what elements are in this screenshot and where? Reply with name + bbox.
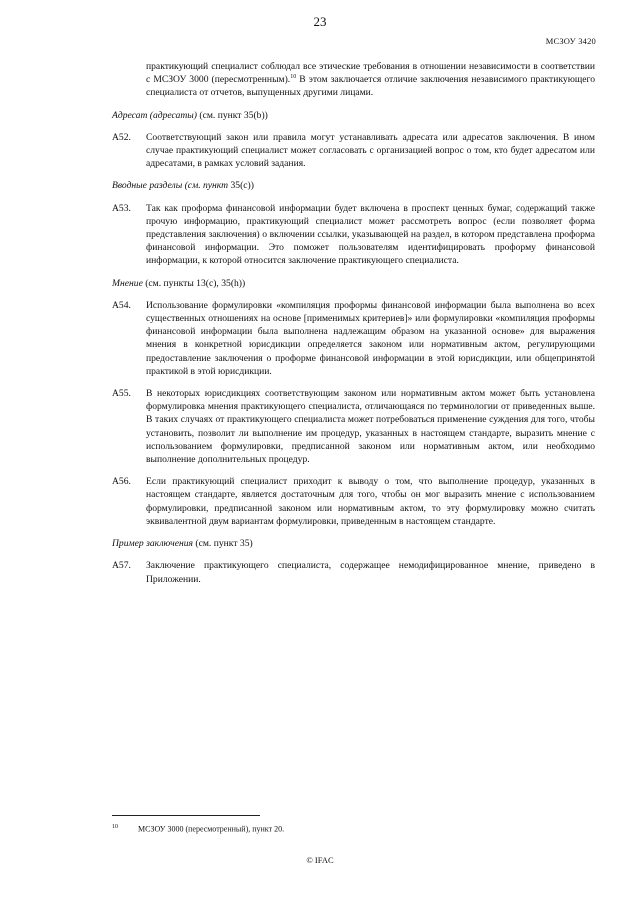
paragraph-text: В некоторых юрисдикциях соответствующим законом или нормативным актом может быть установлена формулировка мнения практикующего специалиста, отличающаяся по терминологии от приведенных выше. В таких случаях от практикующего специалиста может потребоваться применение суждения для того, чтобы установить, позволит ли выполнение им процедур, указанных в настоящем стандарте, выразить мнение с использованием формулировки, предписанной законом или нормативным актом, или необходимо выполнение дополнительных процедур. (146, 388, 595, 466)
paragraph-a53 (112, 202, 595, 268)
section-heading-opinion (112, 277, 595, 290)
page-number: 23 (313, 14, 327, 29)
paragraph-number: A54. (112, 299, 131, 311)
footnote-text: МСЗОУ 3000 (пересмотренный), пункт 20. (138, 824, 285, 834)
standard-code: МСЗОУ 3420 (545, 36, 596, 46)
paragraph-a55 (112, 387, 595, 466)
page-body (112, 60, 595, 595)
section-heading-example-report (112, 537, 595, 550)
paragraph-a56 (112, 475, 595, 528)
paragraph-number: A53. (112, 202, 131, 214)
continued-paragraph-text: практикующий специалист соблюдал все этические требования в отношении независимости в соответствии с МСЗОУ 3000 (пересмотренным). (146, 61, 595, 86)
paragraph-text: Заключение практикующего специалиста, содержащее немодифицированное мнение, приведено в Приложении. (146, 560, 595, 585)
continued-paragraph (112, 60, 595, 100)
section-title: Вводные разделы (см. пункт (112, 180, 229, 192)
footnote (112, 824, 284, 834)
section-reference: (см. пункт 35(b)) (196, 109, 268, 121)
paragraph-number: A52. (112, 131, 131, 143)
section-reference: (см. пункт 35) (193, 538, 253, 550)
paragraph-text: Так как проформа финансовой информации будет включена в проспект ценных бумаг, содержащий также прочую информацию, практикующий специалист может рассмотреть вопрос (если позволяет форма представления заключения) о включении ссылки, указывающей на раздел, в котором представлена проформа финансовой информации. Это поможет пользователям идентифицировать проформу финансовой информации, к которой относится заключение практикующего специалиста. (146, 202, 595, 267)
section-title: Пример заключения (112, 538, 193, 550)
section-title: Мнение (112, 277, 143, 289)
footnote-reference[interactable]: 10 (290, 74, 297, 81)
paragraph-text: Соответствующий закон или правила могут устанавливать адресата или адресатов заключения. В ином случае практикующий специалист может согласовать с организацией вопрос о том, кто будет адресатом или адресатами, в рамках условий задания. (146, 131, 595, 170)
footnote-number: 10 (112, 824, 118, 830)
paragraph-a54 (112, 299, 595, 378)
section-reference: (см. пункты 13(c), 35(h)) (142, 277, 246, 289)
section-title: Адресат (адресаты) (112, 109, 197, 121)
section-heading-addressee (112, 109, 595, 122)
paragraph-a52 (112, 131, 595, 171)
paragraph-text: Использование формулировки «компиляция проформы финансовой информации была выполнена во всех существенных отношениях на основе [применимых критериев]» или формулировки «компиляция проформы финансовой информации была выполнена надлежащим образом на указанной основе» для выражения мнения в конкретной юрисдикции определяется законом или нормативным актом, регулирующими предоставление заключения о проформе финансовой информации в этой юрисдикции, или общепринятой практикой в этой юрисдикции. (146, 299, 595, 377)
paragraph-number: A55. (112, 388, 131, 400)
paragraph-a57 (112, 559, 595, 585)
section-reference: 35(c)) (228, 180, 254, 192)
section-heading-introductory (112, 179, 595, 192)
footnote-divider (112, 815, 260, 816)
paragraph-number: A57. (112, 560, 131, 572)
paragraph-text: Если практикующий специалист приходит к выводу о том, что выполнение процедур, указанных в настоящем стандарте, является достаточным для того, чтобы он мог выразить мнение с использованием формулировки, предписанной законом или нормативным актом, то эту формулировку можно считать эквивалентной двум вариантам формулировки, приведенным в настоящем стандарте. (146, 476, 595, 527)
copyright-footer: © IFAC (306, 855, 334, 865)
continued-paragraph-text-after: В этом заключается отличие заключения независимого практикующего специалиста от отчетов, выпущенных другими лицами. (146, 74, 596, 99)
paragraph-number: A56. (112, 476, 131, 488)
